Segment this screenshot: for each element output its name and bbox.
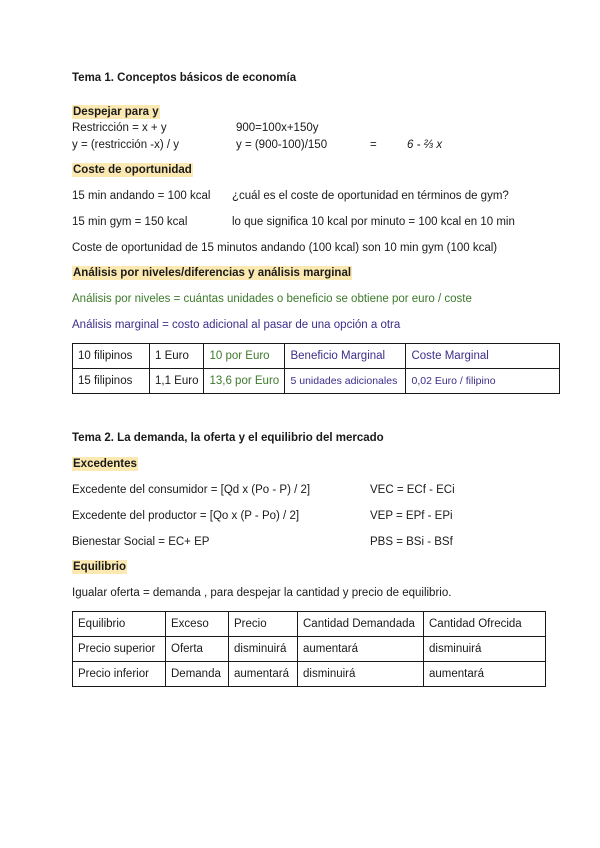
table-cell: 13,6 por Euro	[204, 369, 285, 394]
tema2-title: Tema 2. La demanda, la oferta y el equilibrio del mercado	[72, 432, 384, 444]
excedentes-l2-left: Excedente del productor = [Qo x (P - Po) / 2]	[72, 510, 300, 522]
table-cell: Equilibrio	[73, 612, 166, 637]
table-cell: Cantidad Demandada	[298, 612, 424, 637]
coste-l2-left: 15 min gym = 150 kcal	[72, 216, 188, 228]
table-cell: Precio inferior	[73, 662, 166, 687]
excedentes-l1-right: VEC = ECf - ECi	[370, 484, 455, 496]
despejar-line2-mid: y = (900-100)/150	[236, 139, 328, 151]
despejar-heading: Despejar para y	[73, 106, 159, 118]
table-cell: Beneficio Marginal	[285, 344, 406, 369]
coste-l2-right: lo que significa 10 kcal por minuto = 100 kcal en 10 min	[232, 216, 515, 228]
equilibrio-heading: Equilibrio	[73, 561, 127, 573]
table-row	[73, 344, 560, 369]
table-cell: disminuirá	[298, 662, 424, 687]
table-cell: Precio	[229, 612, 298, 637]
excedentes-l1-left: Excedente del consumidor = [Qd x (Po - P) / 2]	[72, 484, 311, 496]
table-cell: aumentará	[229, 662, 298, 687]
coste-heading: Coste de oportunidad	[73, 164, 192, 176]
table-cell: aumentará	[298, 637, 424, 662]
excedentes-l2-right: VEP = EPf - EPi	[370, 510, 453, 522]
marginal-table	[72, 343, 560, 394]
table-cell: 5 unidades adicionales	[285, 369, 406, 394]
table-cell: 1 Euro	[150, 344, 204, 369]
table-cell: aumentará	[424, 662, 546, 687]
equilibrio-table	[72, 611, 546, 687]
table-cell: 15 filipinos	[73, 369, 150, 394]
tema1-title: Tema 1. Conceptos básicos de economía	[72, 72, 297, 84]
table-cell: Exceso	[166, 612, 229, 637]
table-row	[73, 612, 546, 637]
table-cell: Cantidad Ofrecida	[424, 612, 546, 637]
coste-l3: Coste de oportunidad de 15 minutos andando (100 kcal) son 10 min gym (100 kcal)	[72, 242, 498, 254]
table-row	[73, 662, 546, 687]
despejar-line2-eq: =	[370, 139, 377, 151]
despejar-line2-left: y = (restricción -x) / y	[72, 139, 180, 151]
table-row	[73, 637, 546, 662]
table-cell: Demanda	[166, 662, 229, 687]
table-cell: 0,02 Euro / filipino	[406, 369, 560, 394]
table-cell: 1,1 Euro	[150, 369, 204, 394]
coste-l1-right: ¿cuál es el coste de oportunidad en términos de gym?	[232, 190, 509, 202]
analisis-niveles: Análisis por niveles = cuántas unidades o beneficio se obtiene por euro / coste	[72, 293, 472, 305]
equilibrio-text: Igualar oferta = demanda , para despejar la cantidad y precio de equilibrio.	[72, 587, 452, 599]
table-cell: 10 filipinos	[73, 344, 150, 369]
table-cell: Precio superior	[73, 637, 166, 662]
analisis-heading: Análisis por niveles/diferencias y análisis marginal	[73, 267, 352, 279]
excedentes-l3-left: Bienestar Social = EC+ EP	[72, 536, 210, 548]
table-cell: disminuirá	[229, 637, 298, 662]
excedentes-l3-right: PBS = BSi - BSf	[370, 536, 453, 548]
despejar-line1-mid: 900=100x+150y	[236, 122, 319, 134]
table-cell: 10 por Euro	[204, 344, 285, 369]
despejar-line2-right: 6 - ⅔ x	[407, 139, 443, 151]
table-cell: Coste Marginal	[406, 344, 560, 369]
analisis-marginal: Análisis marginal = costo adicional al pasar de una opción a otra	[72, 319, 401, 331]
table-cell: disminuirá	[424, 637, 546, 662]
table-row	[73, 369, 560, 394]
despejar-line1-left: Restricción = x + y	[72, 122, 167, 134]
excedentes-heading: Excedentes	[73, 458, 137, 470]
table-cell: Oferta	[166, 637, 229, 662]
coste-l1-left: 15 min andando = 100 kcal	[72, 190, 211, 202]
